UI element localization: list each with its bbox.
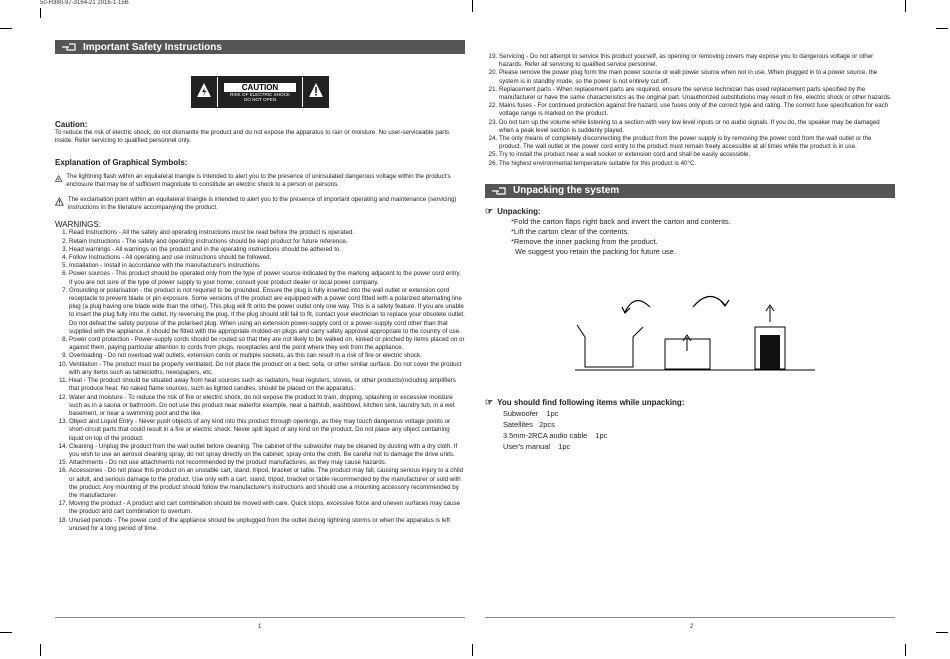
crop-mark: [40, 8, 41, 18]
hand-pointer-icon: [61, 42, 77, 52]
footer-rule: [485, 617, 895, 618]
caution-label: [191, 76, 329, 108]
item-entry: User's manual 1pc: [503, 441, 571, 451]
warning-item: 8. Power cord protection - Power-supply cords should be routed so that they are not likely to be walked on, kinked or pinched by items placed on or against them, paying particular attention to cords from plugs, receptacles and the point where they exit from the appliance.: [69, 336, 465, 352]
caution-line2: RISK OF ELECTRIC SHOCK: [230, 91, 290, 97]
page-number: 1: [258, 624, 262, 630]
crop-mark: [472, 644, 473, 656]
crop-mark: [0, 632, 12, 633]
warning-item: 25. Try to install the product near a wall socket or extension cord and shall be easily accessible.: [499, 151, 895, 159]
warning-item: 7. Grounding or polarisation - the product is not required to be grounded. Ensure the plug is fully inserted into the wall outlet or extension cord receptacle to prevent blade or pin exposure. Some versions of the product are equipped with a power cord fitted with a polarized alternating line plug (a plug having one blade wide than the other). This plug will fit onto the power outlet only one way. This is a safety feature. If you are unable to insert the plug fully into the outlet, try reversing the plug. If the plug should still fail to fit, contact your electrician to replace your obsolete outlet. Do not defeat the safety purpose of the polarised plug. When using an extension power-supply cord or a power-supply cord other than that supplied with the appliance ,it should be fitted with the appropriate molded-on plugs and carry safety approval appropriate to the country of use.: [69, 287, 465, 336]
curved-arrow-icon: [625, 300, 650, 311]
caution-title: CAUTION: [224, 83, 296, 92]
warning-item: 1. Read Instructions - All the safety and operating instructions must be read before the product is operated.: [69, 229, 465, 237]
item-entry: Satellites 2pcs: [503, 419, 555, 429]
warning-item: 23. Do not turn up the volume while listening to a section with very low level inputs or no audio signals. If you do, the speaker may be damaged when a peak level section is suddenly played.: [499, 119, 895, 135]
warnings-heading: WARNINGS:: [55, 220, 101, 230]
symbol-lightning: [55, 173, 465, 190]
symbol1-text: The lightning flash within an equilateral triangle is intended to alert you to the presence of uninsulated dangerous voltage within the product's enclosure that may be of sufficient magnitude to constitute an electric shock to a person or persons.: [66, 172, 451, 189]
warning-item: 18. Unused periods - The power cord of the appliance should be unplugged from the outlet during lightning storms or when the apparatus is left unused for a long period of time.: [69, 517, 465, 533]
warning-item: 19. Servicing - Do not attempt to service this product yourself, as opening or removing covers may expose you to dangerous voltage or other hazards. Refer all servicing to qualified service personnel.: [499, 53, 895, 69]
warning-item: 16. Accessories - Do not place this product on an unstable cart, stand, tripod, bracket or table. The product may fall, causing serious injury to a child or adult, and serious damage to the product. Use only with a cart, stand, tripod, bracket or table recommended by the manufacturer or sold with the product. Any mounting of the product should follow the manufacturer's instructions and should use a mounting accessory recommended by the manufacturer.: [69, 467, 465, 500]
carton-open: [577, 325, 643, 367]
unpacking-banner: [485, 184, 895, 198]
crop-mark: [905, 644, 906, 656]
page-2: [485, 36, 895, 452]
warning-item: 6. Power sources - This product should be operated only from the type of power source indicated by the marking adjacent to the power cord entry. If you are not sure of the type of power supply to your home, consult your product dealer or local power company.: [69, 270, 465, 286]
warnings-list-continued: [485, 53, 895, 168]
unpacking-step: *Remove the inner packing from the product.: [511, 236, 658, 246]
items-heading-row: [485, 397, 895, 408]
hand-pointer-icon: [491, 186, 507, 196]
warning-item: 22. Mains fuses - For continued protection against fire hazard, use fuses only of the correct type and rating. The correct fuse specification for each voltage range is marked on the product.: [499, 102, 895, 118]
unpacking-step: We suggest you retain the packing for future use.: [515, 246, 676, 256]
graphical-heading: Explanation of Graphical Symbols:: [55, 157, 188, 167]
warning-item: 13. Object and Liquid Entry - Never push objects of any kind into this product through openings, as they may touch dangerous voltage points or short-circuit parts that could result in a fire or electric shock. Never spill liquid of any kind on the product. Do not place any object containing liquid on top of the product.: [69, 418, 465, 443]
banner-title: Important Safety Instructions: [83, 41, 222, 53]
warning-item: 2. Retain Instructions - The safety and operating instructions should be kept product for future reference.: [69, 238, 465, 246]
symbol2-text: The exclamation point within an equilateral triangle is intended to alert you to the presence of important operating and maintenance (servicing) instructions in the literature accompanying the product.: [67, 195, 457, 212]
symbol-exclamation: [55, 196, 465, 213]
crop-mark: [472, 0, 473, 12]
warning-item: 10. Ventilation - The product must be properly ventilated. Do not place the product on a bed, sofa, or other similar surface. Do not cover the product with any items such as tablecloths, newspapers, etc.: [69, 361, 465, 377]
warning-item: 4. Follow Instructions - All operating and use instructions should be followed.: [69, 254, 465, 262]
item-entry: 3.5mm-2RCA audio cable 1pc: [503, 430, 608, 440]
warning-item: 24. The only means of completely disconnecting the product from the power supply is by removing the power cord from the wall outlet or the product. The wall outlet or the power cord entry to the product must remain freely accessible at all times while the product is in use.: [499, 135, 895, 151]
warning-item: 17. Moving the product - A product and cart combination should be moved with care. Quick stops, excessive force and uneven surfaces may cause the product and cart combination to overturn.: [69, 500, 465, 516]
curved-arrow-icon: [693, 296, 725, 307]
warning-item: 26. The highest environmental temperature suitable for this product is 40°C.: [499, 160, 895, 168]
crop-mark: [936, 28, 948, 29]
page-number: 2: [690, 624, 694, 630]
exclamation-triangle-icon: [55, 196, 64, 207]
hand-pointer-icon: ☞: [485, 396, 494, 407]
unpacking-illustration: [575, 277, 815, 377]
items-list: [503, 408, 895, 452]
crop-mark: [936, 632, 948, 633]
warning-item: 21. Replacement parts - When replacement parts are required, ensure the service technician has used replacement parts specified by the manufacturer or have the same characteristics as the original part. Unauthorized substitutions may result in fire, electric shock or other hazards.: [499, 86, 895, 102]
unpacking-step: *Lift the carton clear of the contents.: [511, 226, 630, 236]
safety-banner: [55, 40, 465, 54]
lightning-triangle-icon: [55, 173, 62, 184]
lightning-triangle-icon: [196, 82, 212, 98]
caution-heading: Caution:: [55, 120, 88, 129]
unpacking-steps: [511, 217, 895, 257]
crop-mark: [905, 0, 906, 12]
unpacking-heading: Unpacking:: [497, 206, 541, 216]
warning-item: 20. Please remove the power plug form the main power source or wall power source when not in use. When plugged in to a power source, the system is in standby mode, so the power is not entirely cut off.: [499, 69, 895, 85]
unpacking-step: *Fold the carton flaps right back and invert the carton and contents.: [511, 216, 731, 226]
caution-line3: DO NOT OPEN: [243, 96, 277, 102]
banner-title: Unpacking the system: [513, 185, 620, 197]
crop-mark: [40, 644, 41, 656]
page-1: [55, 36, 465, 533]
warnings-list: [55, 229, 465, 533]
caution-text: To reduce the risk of electric shock, do not dismantle the product and do not expose the apparatus to rain or moisture. No user-serviceable parts inside. Refer servicing to qualified personnel only.: [55, 129, 450, 145]
warning-item: 3. Head warnings - All warnings on the product and in the operating instructions should be adhered to.: [69, 246, 465, 254]
print-header: 50-H380-97-3164-21 2016-1-15B: [40, 0, 129, 6]
items-heading: You should find following items while unpacking:: [497, 397, 685, 407]
warning-item: 5. Installation - Install in accordance with the manufacturer's instructions.: [69, 262, 465, 270]
crop-mark: [0, 28, 12, 29]
warning-item: 12. Water and moisture - To reduce the risk of fire or electric shock, do not expose the product to train, dripping, splashing or excessive moisture such as in a sauna or bathroom. Do not use this product near waterfor example, near a bathtub, washbowl, kitchen sink, laundry tub, in a wet basement, or near a swimming pool and the like.: [69, 394, 465, 419]
unpacking-heading-row: [485, 206, 895, 217]
hand-pointer-icon: ☞: [485, 205, 494, 216]
warning-item: 11. Heat - The product should be situated away from heat sources such as radiators, heat registers, stoves, or other products(including amplifiers that produce heat. No naked flame sources, such as lighted candles, should be placed on the apparatus.: [69, 377, 465, 393]
warning-item: 15. Attachments - Do not use attachments not recommended by the product manufactures, as they may cause hazards.: [69, 459, 465, 467]
warning-item: 9. Overloading - Do not overload wall outlets, extension cords or multiple sockets, as this can result in a risk of fire or electric shock.: [69, 352, 465, 360]
product-subwoofer: [760, 335, 780, 369]
exclamation-triangle-icon: [308, 82, 324, 98]
item-entry: Subwoofer 1pc: [503, 408, 559, 418]
warning-item: 14. Cleaning - Unplug the product from the wall outlet before cleaning. The cabinet of the subwoofer may be cleaned by dusting with a dry cloth. If you wish to use an aerosol cleaning spray, do not spray directly on the cabinet; spray onto the cloth. Be careful not to damage the drive units.: [69, 443, 465, 459]
footer-rule: [55, 617, 465, 618]
